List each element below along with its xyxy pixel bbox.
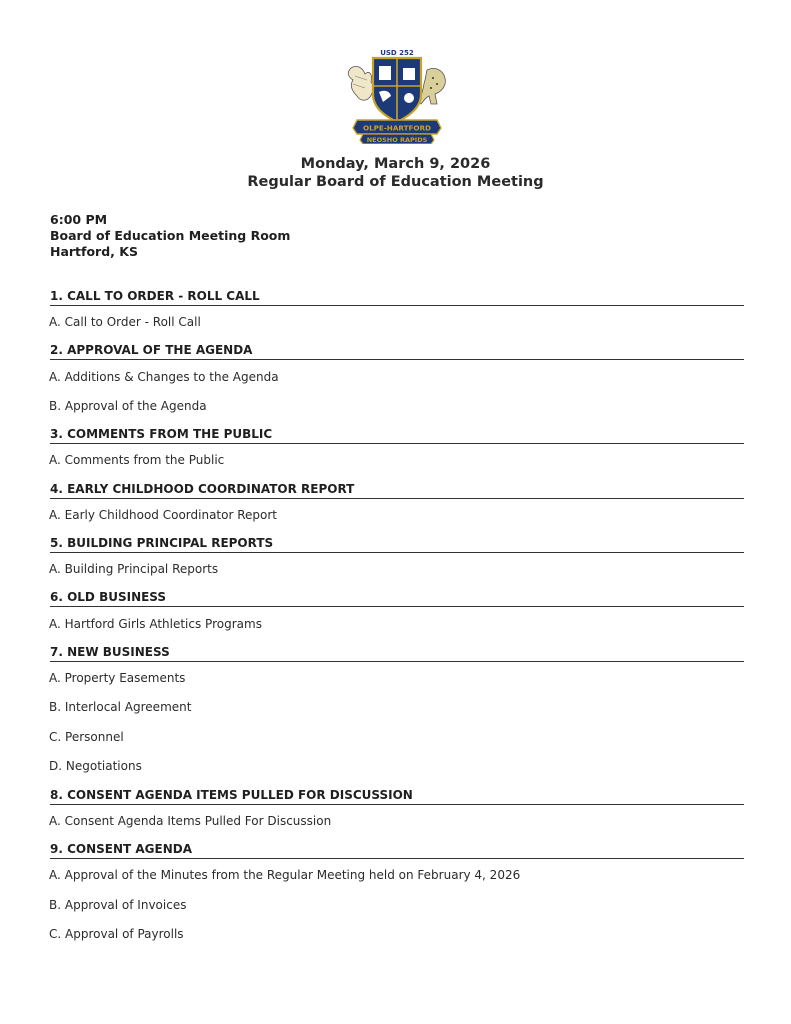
- agenda-item: D. Negotiations: [49, 759, 142, 773]
- logo-banner-line2: NEOSHO RAPIDS: [366, 136, 428, 144]
- agenda-item: B. Interlocal Agreement: [49, 700, 192, 714]
- agenda-item: A. Property Easements: [49, 671, 186, 685]
- section-heading: 1. CALL TO ORDER - ROLL CALL: [50, 289, 744, 306]
- section-heading: 2. APPROVAL OF THE AGENDA: [50, 343, 744, 360]
- meeting-time: 6:00 PM: [50, 212, 108, 227]
- meeting-title: Regular Board of Education Meeting: [247, 174, 544, 190]
- agenda-item: A. Additions & Changes to the Agenda: [49, 370, 279, 384]
- agenda-item: A. Hartford Girls Athletics Programs: [49, 617, 262, 631]
- section-heading: 5. BUILDING PRINCIPAL REPORTS: [50, 536, 744, 553]
- agenda-item: A. Call to Order - Roll Call: [49, 315, 201, 329]
- logo-top-text: USD 252: [380, 49, 414, 57]
- agenda-item: C. Personnel: [49, 730, 124, 744]
- meeting-room: Board of Education Meeting Room: [50, 228, 291, 243]
- agenda-item: B. Approval of the Agenda: [49, 399, 207, 413]
- meeting-city: Hartford, KS: [50, 244, 138, 259]
- agenda-item: C. Approval of Payrolls: [49, 927, 184, 941]
- section-heading: 9. CONSENT AGENDA: [50, 842, 744, 859]
- section-heading: 4. EARLY CHILDHOOD COORDINATOR REPORT: [50, 482, 744, 499]
- section-heading: 6. OLD BUSINESS: [50, 590, 744, 607]
- agenda-item: A. Approval of the Minutes from the Regular Meeting held on February 4, 2026: [49, 868, 521, 882]
- section-heading: 3. COMMENTS FROM THE PUBLIC: [50, 427, 744, 444]
- agenda-item: A. Building Principal Reports: [49, 562, 219, 576]
- agenda-item: A. Comments from the Public: [49, 453, 225, 467]
- section-heading: 8. CONSENT AGENDA ITEMS PULLED FOR DISCUSSION: [50, 788, 744, 805]
- agenda-item: A. Early Childhood Coordinator Report: [49, 508, 278, 522]
- agenda-item: B. Approval of Invoices: [49, 898, 187, 912]
- meeting-date: Monday, March 9, 2026: [300, 156, 491, 172]
- section-heading: 7. NEW BUSINESS: [50, 645, 744, 662]
- agenda-item: A. Consent Agenda Items Pulled For Discussion: [49, 814, 332, 828]
- logo-banner-line1: OLPE-HARTFORD: [362, 123, 432, 133]
